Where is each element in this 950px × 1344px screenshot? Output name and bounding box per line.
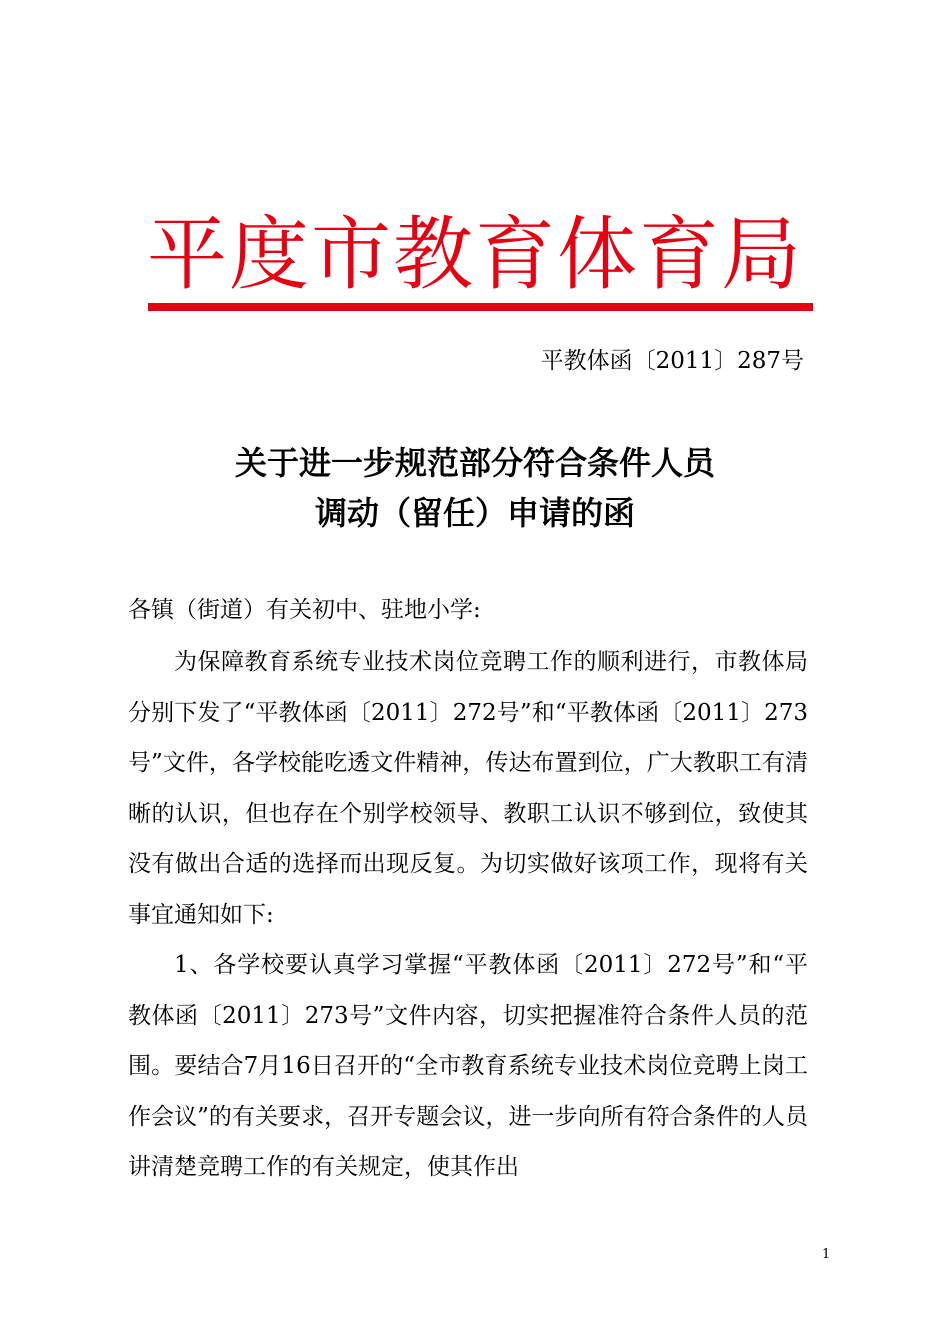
document-number: 平教体函〔2011〕287号: [540, 348, 804, 374]
document-title: [100, 438, 850, 538]
body-paragraph: 1、各学校要认真学习掌握“平教体函〔2011〕272号”和“平教体函〔2011〕273号”文件内容，切实把握准符合条件人员的范围。要结合7月16日召开的“全市教育系统专业技术岗位竞聘上岗工作会议”的有关要求，召开专题会议，进一步向所有符合条件的人员讲清楚竞聘工作的有关规定，使其作出: [128, 952, 808, 1180]
document-title-line-1: 关于进一步规范部分符合条件人员: [234, 444, 715, 482]
page-number: 1: [822, 1247, 831, 1262]
masthead-red-rule: [148, 303, 813, 311]
body-paragraph: 为保障教育系统专业技术岗位竞聘工作的顺利进行，市教体局分别下发了“平教体函〔2011〕272号”和“平教体函〔2011〕273号”文件，各学校能吃透文件精神，传达布置到位，广大教职工有清晰的认识，但也存在个别学校领导、教职工认识不够到位，致使其没有做出合适的选择而出现反复。为切实做好该项工作，现将有关事宜通知如下:: [128, 649, 808, 928]
salutation: 各镇（街道）有关初中、驻地小学:: [128, 597, 481, 623]
masthead-org-name: 平度市教育体育局: [147, 208, 803, 301]
document-title-line-2: 调动（留任）申请的函: [314, 494, 635, 532]
